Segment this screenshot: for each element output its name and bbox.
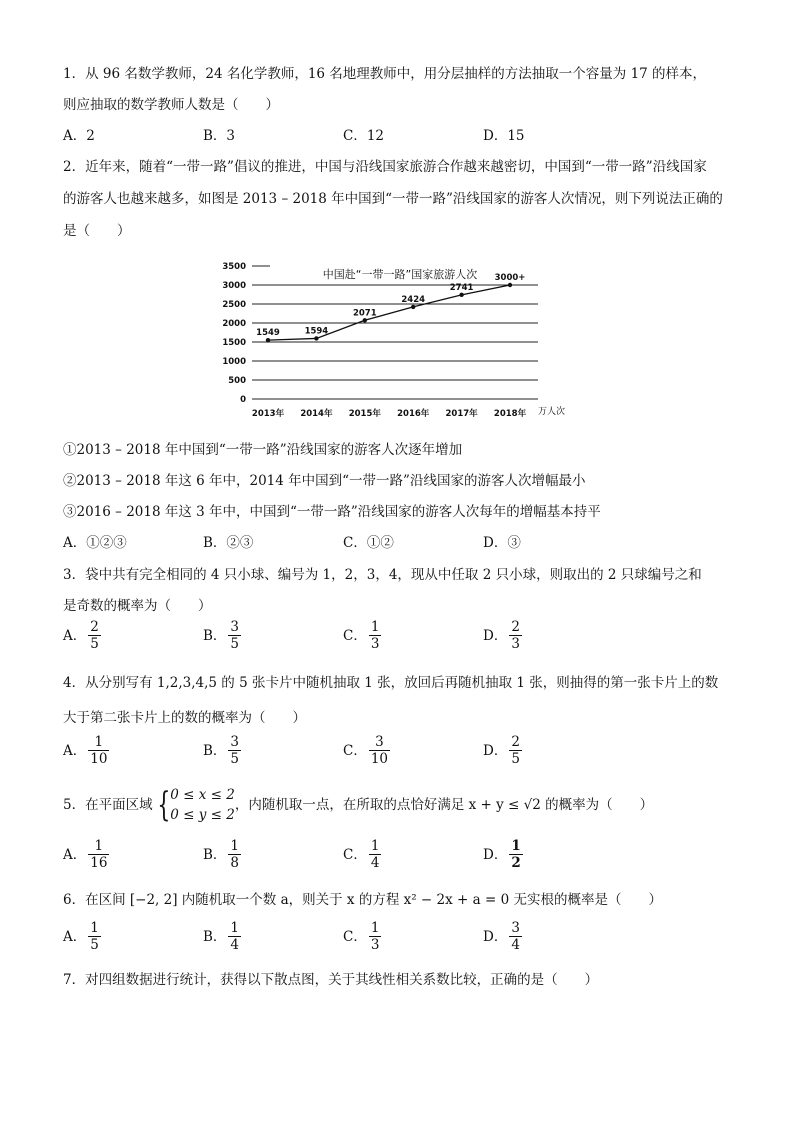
fraction — [88, 838, 109, 872]
option-label: C． — [343, 628, 367, 644]
option-label: D． — [483, 628, 508, 644]
q4-stem-line1: 4．从分别写有 1,2,3,4,5 的 5 张卡片中随机抽取 1 张，放回后再随机抽取 1 张，则抽得的第一张卡片上的数 — [63, 675, 719, 691]
q2-stem-line2: 的游客人也越来越多，如图是 2013 – 2018 年中国到“一带一路”沿线国家的游客人次情况，则下列说法正确的 — [63, 191, 723, 207]
q6-option-d[interactable] — [483, 920, 524, 954]
q2-option-b[interactable]: B．②③ — [203, 535, 254, 551]
option-label: B． — [203, 628, 227, 644]
fraction — [228, 838, 241, 872]
fraction — [369, 619, 382, 653]
q1-option-a[interactable]: A．2 — [63, 128, 95, 144]
q6-option-c[interactable] — [343, 920, 383, 954]
fraction — [88, 920, 101, 954]
data-label-2017年: 2741 — [449, 282, 474, 293]
q7-stem: 7．对四组数据进行统计，获得以下散点图，关于其线性相关系数比较，正确的是（ ） — [63, 972, 599, 988]
q3-option-a[interactable] — [63, 619, 103, 653]
q3-option-d[interactable] — [483, 619, 524, 653]
option-label: A． — [63, 929, 87, 945]
q4-option-a[interactable] — [63, 734, 111, 768]
q4-option-b[interactable] — [203, 734, 243, 768]
option-label: D． — [483, 847, 508, 863]
q1-option-d[interactable]: D．15 — [483, 128, 525, 144]
fraction — [369, 920, 382, 954]
x-tick-2016年: 2016年 — [397, 409, 430, 419]
x-tick-2013年: 2013年 — [251, 409, 285, 419]
numerator: 1 — [90, 920, 99, 936]
q5-stem — [63, 785, 653, 825]
denominator: 5 — [90, 636, 99, 652]
fraction — [509, 734, 522, 768]
fraction — [509, 838, 522, 872]
numerator: 1 — [370, 920, 380, 936]
numerator: 1 — [94, 734, 104, 750]
denominator: 5 — [230, 751, 240, 767]
data-label-2018年: 3000+ — [494, 273, 526, 283]
numerator: 3 — [511, 920, 520, 936]
data-point-2015年 — [363, 318, 367, 322]
x-tick-2015年: 2015年 — [348, 409, 381, 419]
option-label: A． — [63, 743, 87, 759]
fraction — [369, 734, 390, 768]
q6-option-b[interactable] — [203, 920, 243, 954]
fraction — [228, 619, 241, 653]
q2-option-a[interactable]: A．①②③ — [63, 535, 127, 551]
option-label: C． — [343, 847, 367, 863]
option-label: D． — [483, 929, 508, 945]
denominator: 3 — [370, 636, 380, 652]
fraction — [88, 619, 101, 653]
fraction — [228, 734, 241, 768]
data-point-2016年 — [411, 305, 415, 309]
q3-stem-line2: 是奇数的概率为（ ） — [63, 598, 212, 614]
denominator: 5 — [230, 636, 240, 652]
q4-stem-line2: 大于第二张卡片上的数的概率为（ ） — [63, 710, 306, 726]
denominator: 3 — [370, 937, 380, 953]
y-tick-3500: 3500 — [222, 262, 246, 272]
q2-stem-line3: 是（ ） — [63, 223, 131, 239]
data-point-2017年 — [459, 293, 463, 297]
case-x: 0 ≤ x ≤ 2 — [170, 787, 235, 803]
q5-option-b[interactable] — [203, 838, 243, 872]
numerator: 1 — [511, 838, 521, 854]
denominator: 4 — [511, 937, 520, 953]
unit-label: 万人次 — [538, 407, 566, 417]
chart-title: 中国赴“一带一路”国家旅游人次 — [322, 268, 478, 281]
data-point-2018年 — [508, 283, 512, 287]
denominator: 5 — [511, 751, 520, 767]
data-point-2014年 — [314, 336, 318, 340]
numerator: 1 — [370, 838, 380, 854]
numerator: 2 — [511, 734, 520, 750]
case-y: 0 ≤ y ≤ 2 — [170, 807, 235, 823]
denominator: 2 — [511, 855, 521, 871]
q5-option-a[interactable] — [63, 838, 111, 872]
numerator: 1 — [94, 838, 104, 854]
q4-option-d[interactable] — [483, 734, 524, 768]
q2-option-d[interactable]: D．③ — [483, 535, 521, 551]
data-label-2016年: 2424 — [401, 294, 426, 305]
denominator: 8 — [230, 855, 240, 871]
numerator: 1 — [230, 920, 240, 936]
option-label: C． — [343, 929, 367, 945]
y-tick-1500: 1500 — [222, 338, 246, 348]
fraction — [228, 920, 241, 954]
q1-stem-line2: 则应抽取的数学教师人数是（ ） — [63, 97, 279, 113]
data-label-2013年: 1549 — [256, 328, 280, 339]
q5-prefix: 5．在平面区域 — [63, 797, 153, 813]
fraction — [509, 619, 522, 653]
tourism-line-chart — [210, 258, 580, 423]
q2-statement-2: ②2013 – 2018 年这 6 年中，2014 年中国到“一带一路”沿线国家的游客人次增幅最小 — [63, 473, 586, 489]
denominator: 10 — [90, 751, 108, 767]
y-tick-2500: 2500 — [222, 300, 246, 310]
q5-option-c[interactable] — [343, 838, 383, 872]
q2-option-c[interactable]: C．①② — [343, 535, 394, 551]
numerator: 3 — [230, 619, 240, 635]
denominator: 4 — [370, 855, 380, 871]
q5-suffix: ，内随机取一点，在所取的点恰好满足 x + y ≤ √2 的概率为（ ） — [234, 797, 654, 813]
q3-stem-line1: 3．袋中共有完全相同的 4 只小球、编号为 1，2，3，4，现从中任取 2 只小球，则取出的 2 只球编号之和 — [63, 567, 702, 583]
x-tick-2014年: 2014年 — [300, 409, 333, 419]
q1-stem-line1: 1．从 96 名数学教师，24 名化学教师，16 名地理教师中，用分层抽样的方法抽取一个容量为 17 的样本， — [63, 66, 707, 82]
numerator: 3 — [375, 734, 384, 750]
numerator: 1 — [230, 838, 240, 854]
y-tick-2000: 2000 — [222, 319, 246, 329]
denominator: 5 — [90, 937, 99, 953]
q2-stem-line1: 2．近年来，随着“一带一路”倡议的推进，中国与沿线国家旅游合作越来越密切，中国到“一带一路”沿线国家 — [63, 159, 707, 175]
brace-symbol: { — [156, 785, 170, 825]
q3-option-b[interactable] — [203, 619, 243, 653]
x-tick-2018年: 2018年 — [493, 409, 527, 419]
numerator: 2 — [511, 619, 520, 635]
numerator: 3 — [230, 734, 240, 750]
denominator: 4 — [230, 937, 240, 953]
data-point-2013年 — [266, 338, 270, 342]
q2-statement-1: ①2013 – 2018 年中国到“一带一路”沿线国家的游客人次逐年增加 — [63, 442, 463, 458]
y-tick-3000: 3000 — [222, 281, 246, 291]
option-label: B． — [203, 743, 227, 759]
data-label-2015年: 2071 — [352, 308, 377, 319]
q6-option-a[interactable] — [63, 920, 103, 954]
numerator: 2 — [90, 619, 99, 635]
denominator: 10 — [370, 751, 389, 767]
y-tick-labels — [222, 262, 246, 405]
fraction — [509, 920, 522, 954]
y-tick-0: 0 — [240, 395, 246, 405]
option-label: A． — [63, 847, 87, 863]
q4-option-c[interactable] — [343, 734, 392, 768]
y-tick-500: 500 — [228, 376, 246, 386]
denominator: 3 — [511, 636, 520, 652]
q6-stem: 6．在区间 [−2, 2] 内随机取一个数 a，则关于 x 的方程 x² − 2x + a = 0 无实根的概率是（ ） — [63, 892, 662, 908]
q5-option-d[interactable] — [483, 838, 525, 872]
chart-grid — [252, 266, 538, 399]
region-cases — [170, 785, 235, 825]
x-tick-2017年: 2017年 — [445, 409, 478, 419]
x-tick-labels — [252, 408, 527, 419]
q2-statement-3: ③2016 – 2018 年这 3 年中，中国到“一带一路”沿线国家的游客人次每年的增幅基本持平 — [63, 504, 601, 520]
denominator: 16 — [90, 855, 108, 871]
option-label: B． — [203, 847, 227, 863]
data-label-2014年: 1594 — [304, 326, 329, 337]
option-label: B． — [203, 929, 227, 945]
fraction — [369, 838, 382, 872]
option-label: C． — [343, 743, 367, 759]
q3-option-c[interactable] — [343, 619, 383, 653]
numerator: 1 — [370, 619, 380, 635]
y-tick-1000: 1000 — [222, 357, 246, 367]
fraction — [88, 734, 109, 768]
option-label: D． — [483, 743, 508, 759]
q1-option-b[interactable]: B．3 — [203, 128, 236, 144]
q1-option-c[interactable]: C．12 — [343, 128, 385, 144]
option-label: A． — [63, 628, 87, 644]
